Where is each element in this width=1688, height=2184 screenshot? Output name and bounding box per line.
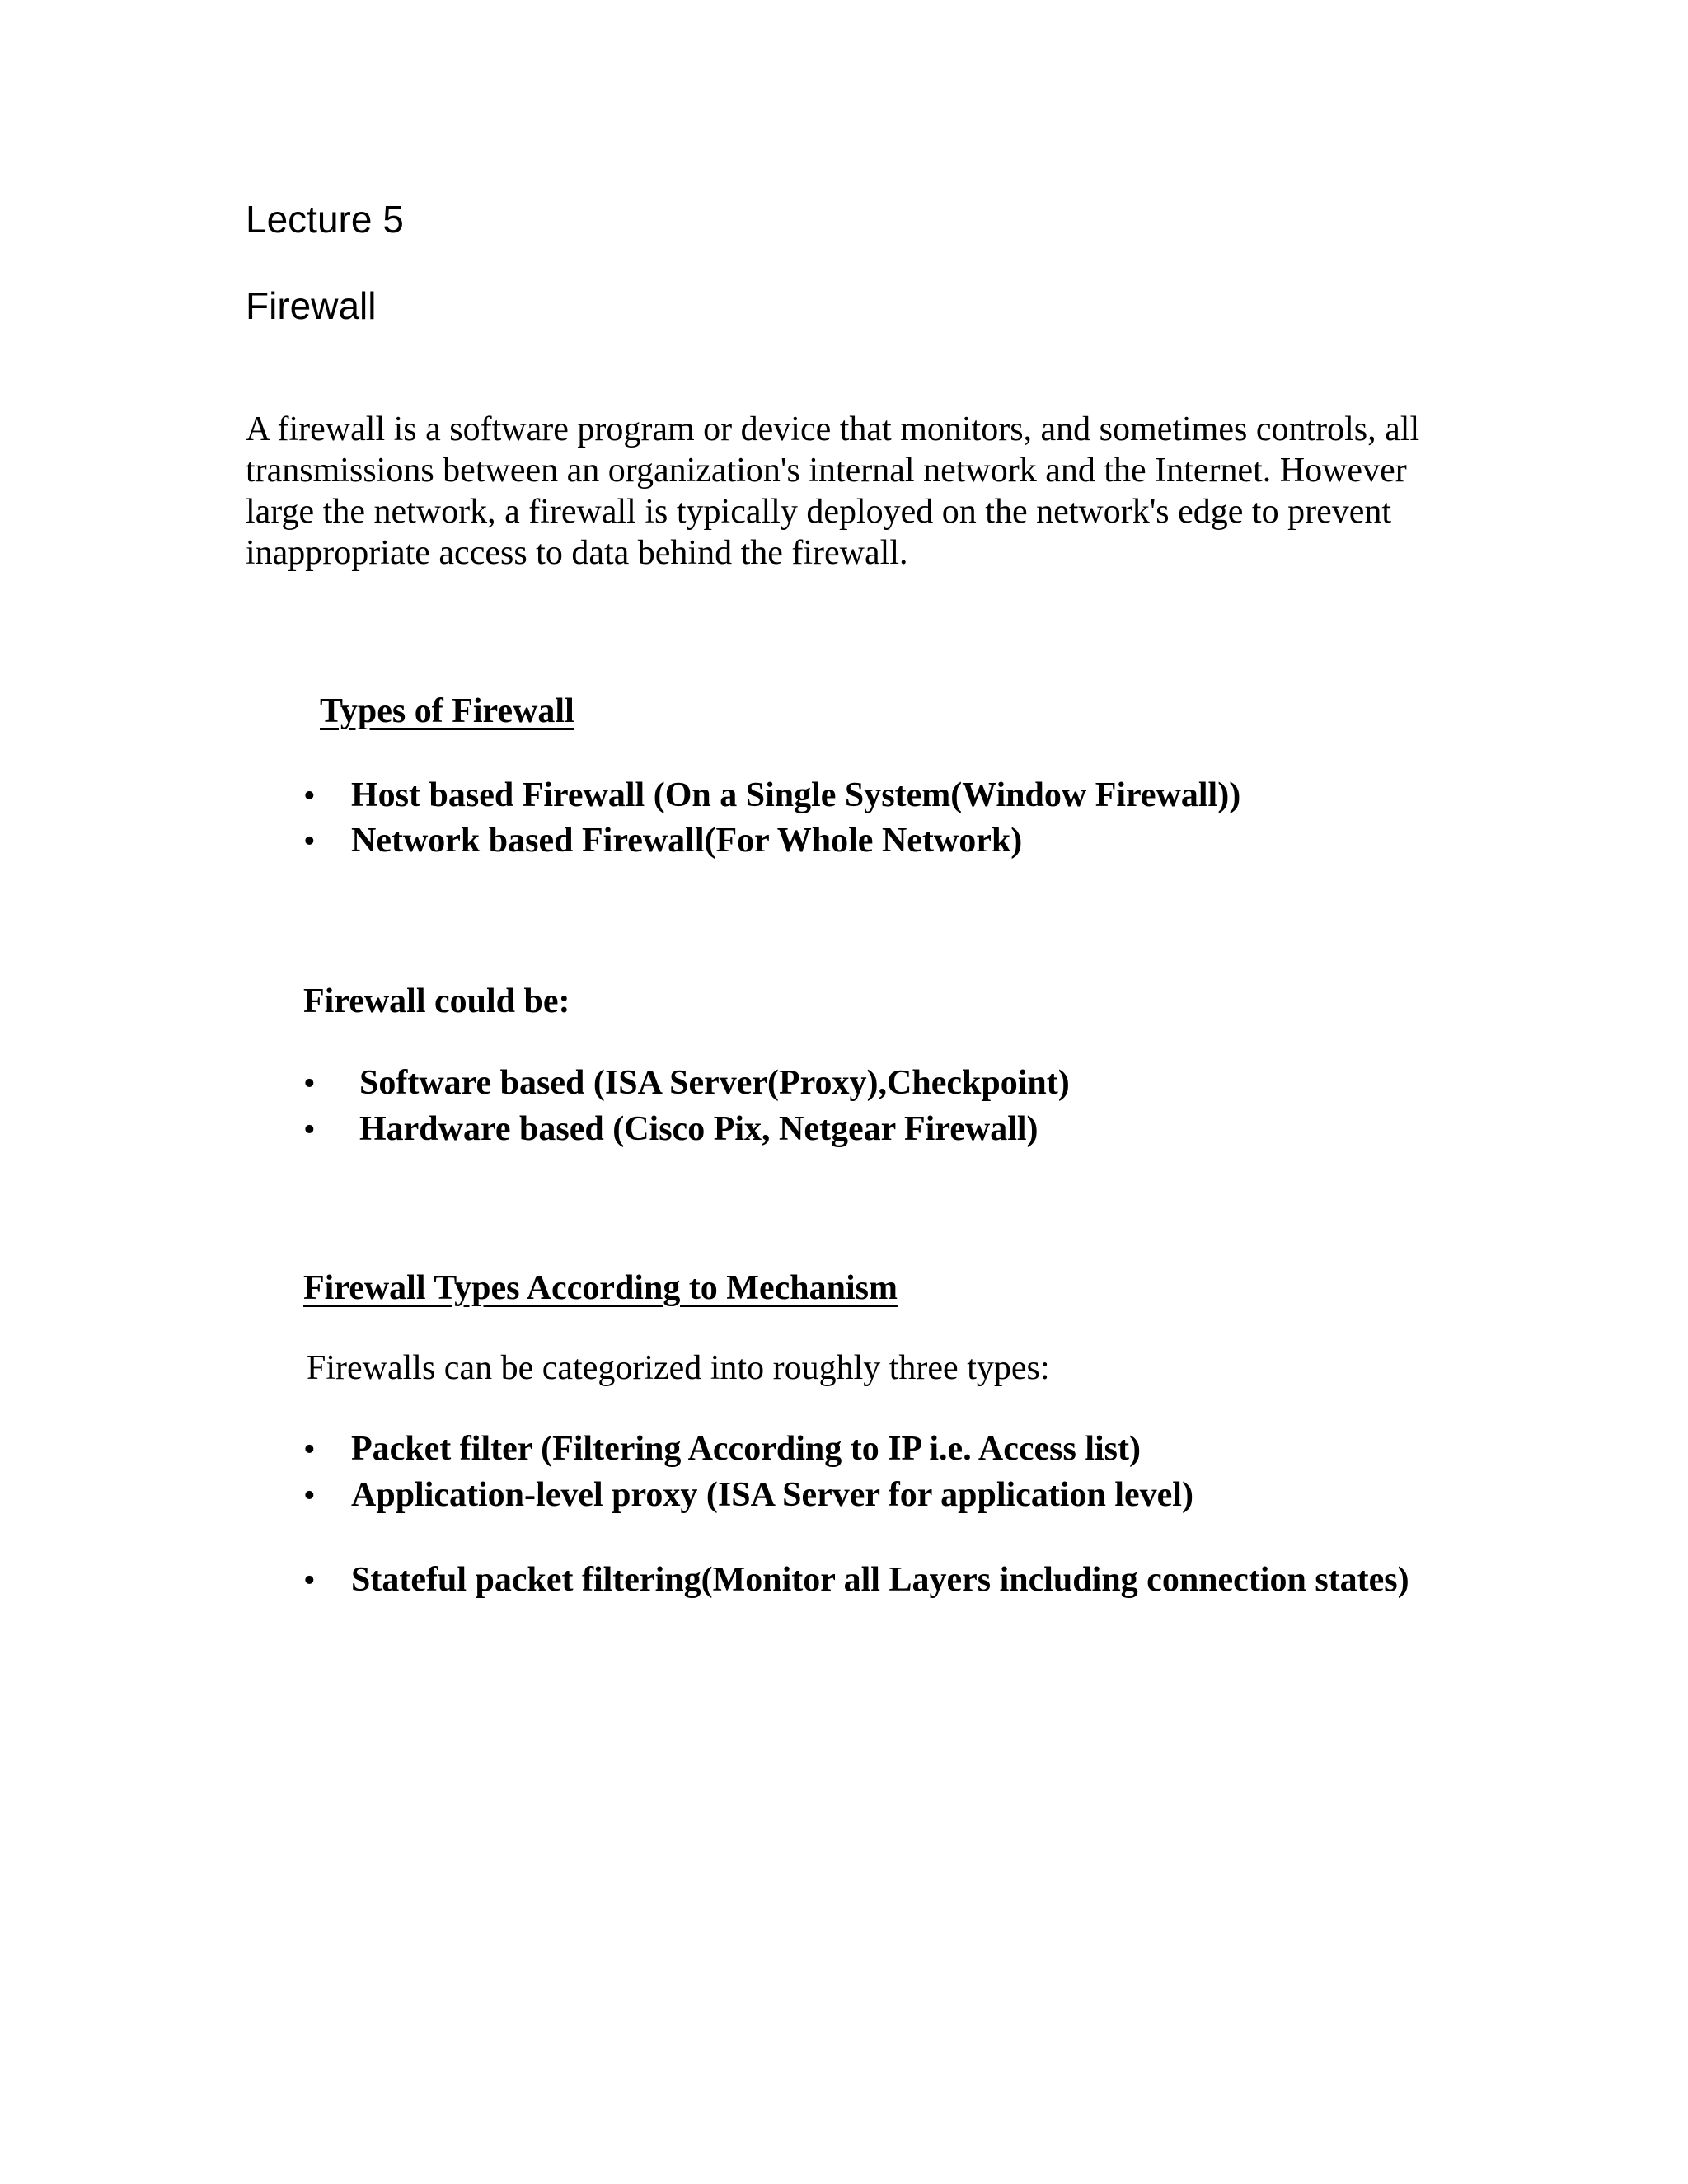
bullet-icon: • (303, 1111, 316, 1149)
bullet-icon: • (303, 1562, 316, 1600)
intro-line: large the network, a firewall is typically deployed on the network's edge to prevent (246, 493, 1392, 531)
list-item: Software based (ISA Server(Proxy),Checkpoint) (359, 1064, 1070, 1102)
bullet-icon: • (303, 777, 316, 815)
page-title: Firewall (246, 284, 377, 327)
section-heading-could-be: Firewall could be: (303, 982, 570, 1020)
list-item: Stateful packet filtering(Monitor all Layers including connection states) (351, 1561, 1409, 1599)
lecture-label: Lecture 5 (246, 198, 404, 241)
mechanism-intro: Firewalls can be categorized into roughly three types: (307, 1349, 1050, 1387)
section-heading-types: Types of Firewall (320, 692, 574, 730)
section-heading-mechanism: Firewall Types According to Mechanism (303, 1269, 898, 1307)
list-item: Application-level proxy (ISA Server for application level) (351, 1476, 1193, 1514)
list-item: Network based Firewall(For Whole Network) (351, 822, 1023, 860)
list-item: Hardware based (Cisco Pix, Netgear Firewall) (359, 1110, 1039, 1148)
bullet-icon: • (303, 1477, 316, 1515)
intro-line: inappropriate access to data behind the firewall. (246, 534, 908, 572)
bullet-icon: • (303, 1431, 316, 1469)
list-item: Host based Firewall (On a Single System(Window Firewall)) (351, 776, 1241, 814)
list-item: Packet filter (Filtering According to IP i.e. Access list) (351, 1430, 1141, 1468)
bullet-icon: • (303, 823, 316, 860)
bullet-icon: • (303, 1065, 316, 1103)
intro-line: A firewall is a software program or device that monitors, and sometimes controls, all (246, 410, 1420, 448)
intro-line: transmissions between an organization's internal network and the Internet. However (246, 452, 1407, 490)
intro-paragraph (246, 409, 1465, 574)
